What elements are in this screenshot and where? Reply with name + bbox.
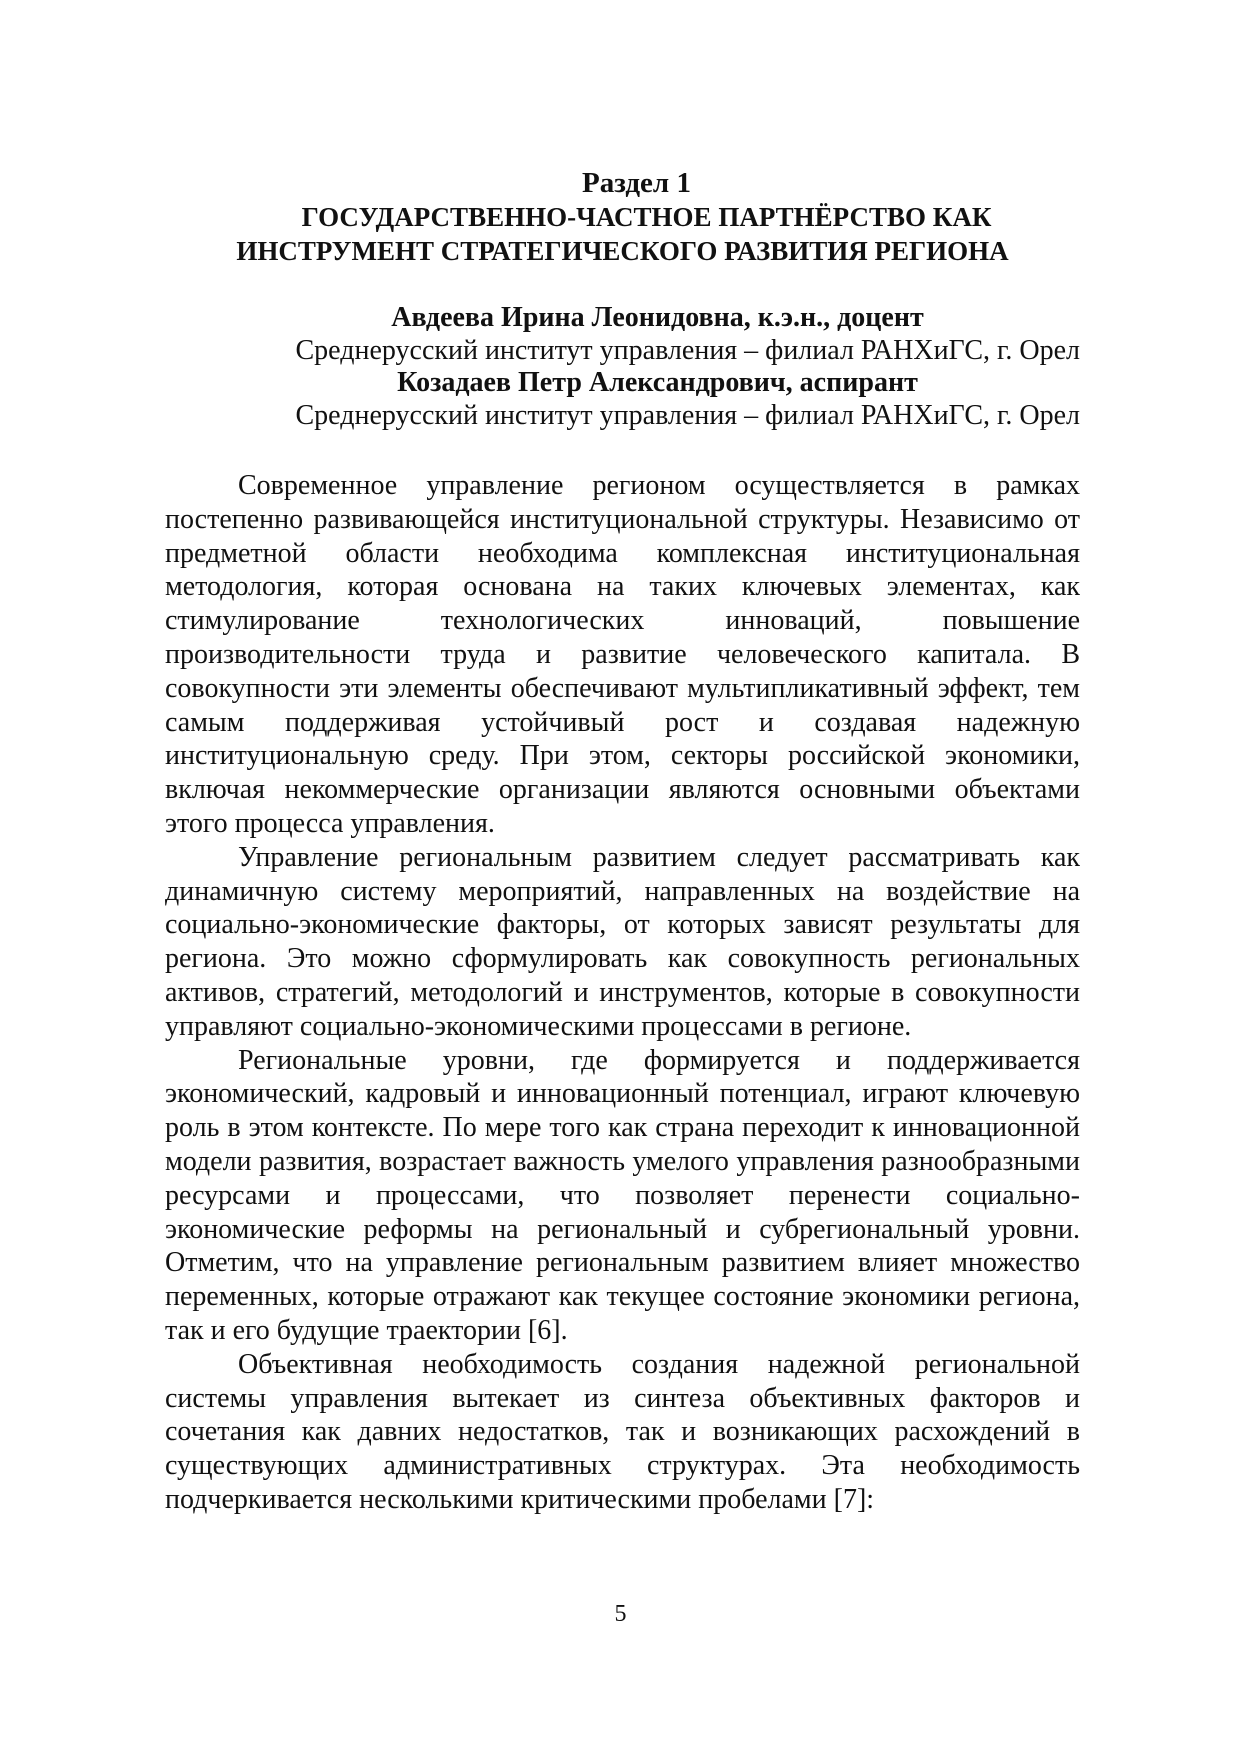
author-block [165,302,1080,432]
author-name-2: Козадаев Петр Александрович, аспирант [397,367,918,398]
author-affiliation-1: Среднерусский институт управления – филиал РАНХиГС, г. Орел [295,335,1080,366]
section-title-line-1: ГОСУДАРСТВЕННО-ЧАСТНОЕ ПАРТНЁРСТВО КАК [301,202,992,232]
paragraph-4: Объективная необходимость создания надежной региональной системы управления вытекает из синтеза объективных факторов и сочетания как давних недостатков, так и возникающих расхождений в существующих административных структурах. Эта необходимость подчеркивается несколькими критическими пробелами [7]: [165,1348,1080,1515]
article-body [165,469,1080,1517]
section-title-line-2: ИНСТРУМЕНТ СТРАТЕГИЧЕСКОГО РАЗВИТИЯ РЕГИОНА [236,236,1009,266]
page-number: 5 [614,1601,627,1627]
section-heading [165,166,1080,268]
section-label: Раздел 1 [582,167,691,199]
author-name-1: Авдеева Ирина Леонидовна, к.э.н., доцент [391,302,924,333]
author-affiliation-2: Среднерусский институт управления – филиал РАНХиГС, г. Орел [295,400,1080,431]
paragraph-3: Региональные уровни, где формируется и поддерживается экономический, кадровый и инновационный потенциал, играют ключевую роль в этом контексте. По мере того как страна переходит к инновационной модели развития, возрастает важность умелого управления разнообразными ресурсами и процессами, что позволяет перенести социально-экономические реформы на региональный и субрегиональный уровни. Отметим, что на управление региональным развитием влияет множество переменных, которые отражают как текущее состояние экономики региона, так и его будущие траектории [6]. [165,1044,1080,1346]
paragraph-1: Современное управление регионом осуществляется в рамках постепенно развивающейся институциональной структуры. Независимо от предметной области необходима комплексная институциональная методология, которая основана на таких ключевых элементах, как стимулирование технологических инноваций, повышение производительности труда и развитие человеческого капитала. В совокупности эти элементы обеспечивают мультипликативный эффект, тем самым поддерживая устойчивый рост и создавая надежную институциональную среду. При этом, секторы российской экономики, включая некоммерческие организации являются основными объектами этого процесса управления. [165,470,1080,839]
paragraph-2: Управление региональным развитием следует рассматривать как динамичную систему мероприятий, направленных на воздействие на социально-экономические факторы, от которых зависят результаты для региона. Это можно сформулировать как совокупность региональных активов, стратегий, методологий и инструментов, которые в совокупности управляют социально-экономическими процессами в регионе. [165,841,1080,1042]
section-title [165,200,1080,268]
